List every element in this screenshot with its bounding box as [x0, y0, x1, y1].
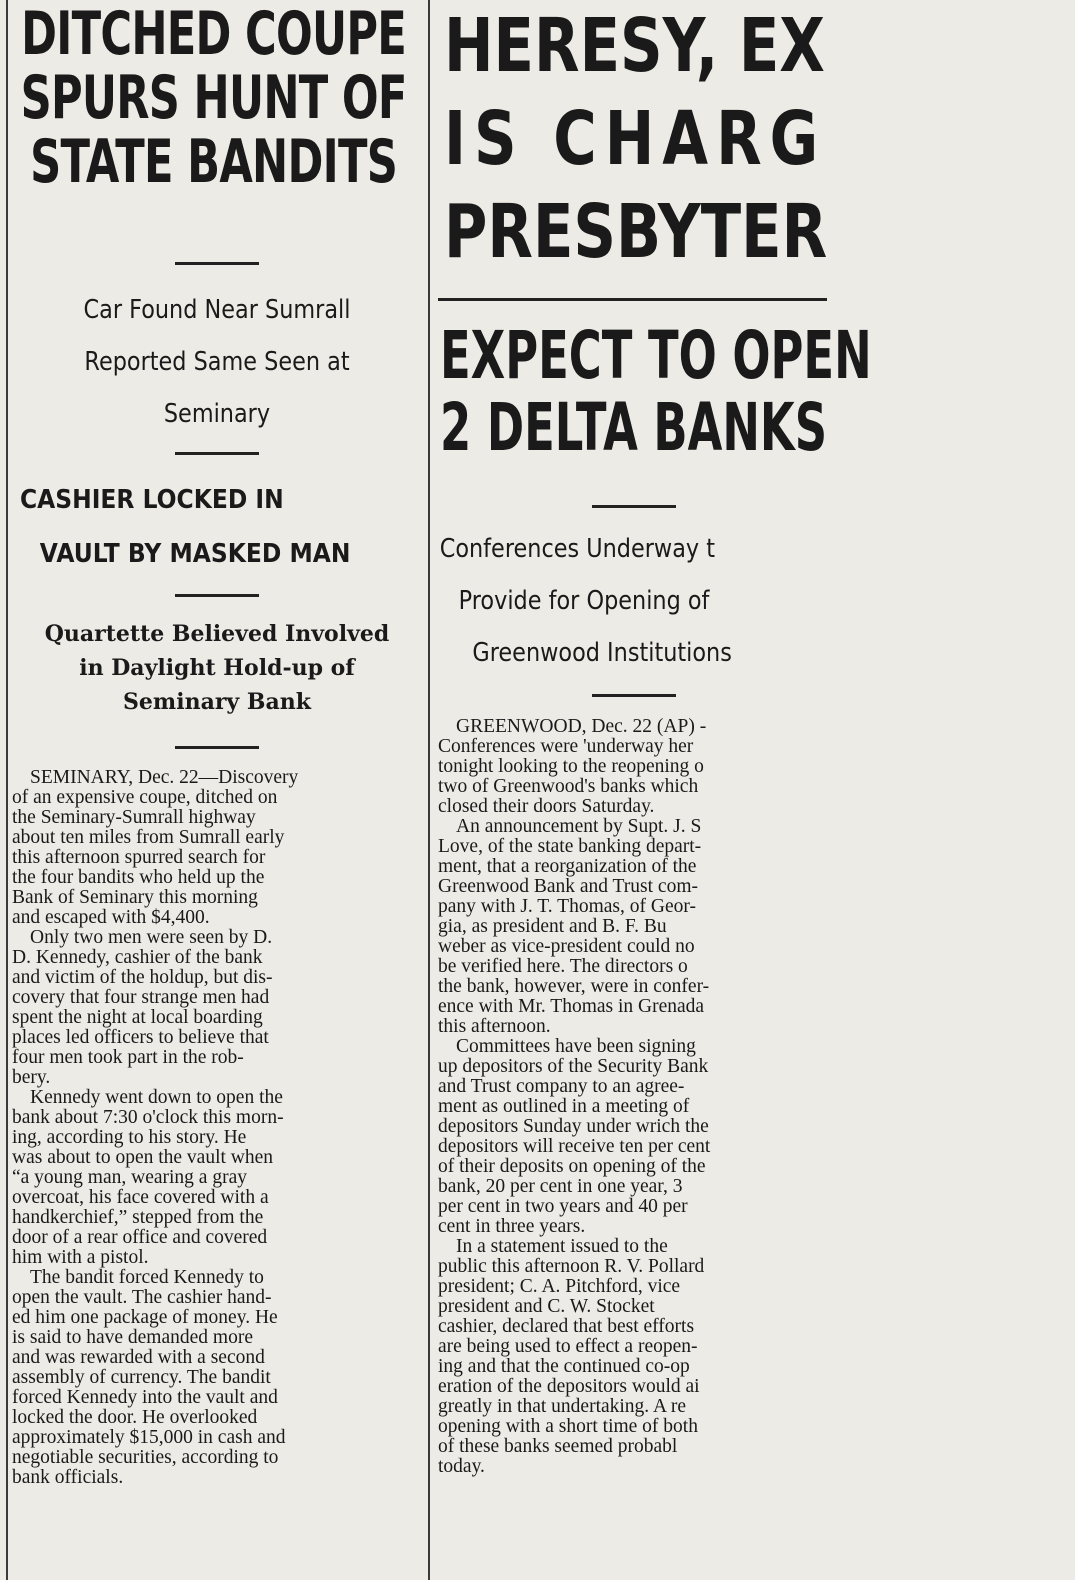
right-headline-2: [440, 317, 1075, 466]
text-line: assembly of currency. The bandit: [12, 1367, 271, 1388]
text-line: bank about 7:30 o'clock this morn-: [12, 1107, 284, 1128]
text-line: Committees have been signing: [456, 1036, 696, 1057]
text-line: handkerchief,” stepped from the: [12, 1207, 264, 1228]
text-line: Only two men were seen by D.: [30, 927, 273, 948]
divider-rule: [175, 746, 259, 749]
left-headline: [12, 0, 422, 197]
text-line: of an expensive coupe, ditched on: [12, 787, 278, 808]
text-line: overcoat, his face covered with a: [12, 1187, 269, 1208]
paragraph: [12, 1088, 420, 1268]
text-line: the four bandits who held up the: [12, 867, 265, 888]
full-width-rule: [438, 298, 827, 301]
text-line: cashier, declared that best efforts: [438, 1316, 695, 1337]
paragraph: [438, 717, 838, 817]
text-line: eration of the depositors would ai: [438, 1376, 700, 1397]
text-line: bank officials.: [12, 1467, 124, 1488]
right-article-body: [438, 717, 838, 1477]
divider-rule: [592, 694, 676, 697]
text-line: of these banks seemed probabl: [438, 1436, 678, 1457]
text-line: An announcement by Supt. J. S: [456, 816, 702, 837]
text-line: ence with Mr. Thomas in Grenada: [438, 996, 705, 1017]
left-deck-1-line-1: Car Found Near Sumrall: [83, 295, 351, 325]
text-line: ed him one package of money. He: [12, 1307, 278, 1328]
paragraph: [12, 928, 420, 1088]
right-top-headline-line-1: HERESY, EX: [444, 3, 825, 89]
text-line: pany with J. T. Thomas, of Geor-: [438, 896, 696, 917]
text-line: spent the night at local boarding: [12, 1007, 263, 1028]
divider-rule: [592, 505, 676, 508]
text-line: president and C. W. Stocket: [438, 1296, 655, 1317]
text-line: about ten miles from Sumrall early: [12, 827, 285, 848]
text-line: of their deposits on opening of the: [438, 1156, 706, 1177]
right-headline-2-line-2: 2 DELTA BANKS: [440, 389, 828, 466]
text-line: and Trust company to an agree-: [438, 1076, 685, 1097]
text-line: gia, as president and B. F. Bu: [438, 916, 667, 937]
right-deck-1: [438, 523, 827, 679]
divider-rule: [175, 262, 259, 265]
text-line: Love, of the state banking depart-: [438, 836, 702, 857]
text-line: closed their doors Saturday.: [438, 796, 655, 817]
right-deck-1-line-1: Conferences Underway t: [439, 534, 716, 564]
paragraph: [12, 768, 420, 928]
paragraph: [438, 1037, 838, 1237]
text-line: the bank, however, were in confer-: [438, 976, 710, 997]
right-headline-2-line-1: EXPECT TO OPEN: [440, 317, 872, 394]
left-deck-2: [20, 473, 422, 581]
left-headline-line-3: STATE BANDITS: [30, 127, 398, 197]
right-deck-1-line-3: Greenwood Institutions: [472, 638, 732, 668]
text-line: and escaped with $4,400.: [12, 907, 210, 928]
text-line: greatly in that undertaking. A re: [438, 1396, 687, 1417]
text-line: weber as vice-president could no: [438, 936, 695, 957]
right-deck-1-line-2: Provide for Opening of: [458, 586, 710, 616]
text-line: was about to open the vault when: [12, 1147, 274, 1168]
text-line: GREENWOOD, Dec. 22 (AP) -: [456, 716, 707, 737]
paragraph: [438, 817, 838, 1037]
text-line: depositors Sunday under wrich the: [438, 1116, 709, 1137]
left-headline-line-1: DITCHED COUPE: [21, 0, 407, 69]
text-line: be verified here. The directors o: [438, 956, 688, 977]
text-line: Greenwood Bank and Trust com-: [438, 876, 698, 897]
text-line: Conferences were 'underway her: [438, 736, 694, 757]
divider-rule: [175, 452, 259, 455]
text-line: and was rewarded with a second: [12, 1347, 265, 1368]
left-article-body: [12, 768, 420, 1488]
left-deck-3-line-2: in Daylight Hold-up of: [79, 655, 355, 681]
text-line: cent in three years.: [438, 1216, 586, 1237]
text-line: this afternoon spurred search for: [12, 847, 266, 868]
right-top-headline: [444, 0, 923, 279]
text-line: The bandit forced Kennedy to: [30, 1267, 264, 1288]
text-line: negotiable securities, according to: [12, 1447, 279, 1468]
text-line: covery that four strange men had: [12, 987, 270, 1008]
text-line: is said to have demanded more: [12, 1327, 253, 1348]
text-line: forced Kennedy into the vault and: [12, 1387, 278, 1408]
text-line: the Seminary-Sumrall highway: [12, 807, 256, 828]
left-deck-3-line-3: Seminary Bank: [123, 689, 311, 715]
text-line: him with a pistol.: [12, 1247, 149, 1268]
text-line: bank, 20 per cent in one year, 3: [438, 1176, 683, 1197]
text-line: per cent in two years and 40 per: [438, 1196, 688, 1217]
right-top-headline-line-3: PRESBYTER: [444, 189, 828, 275]
text-line: ing, according to his story. He: [12, 1127, 247, 1148]
column-rule-left: [6, 0, 8, 1580]
text-line: up depositors of the Security Bank: [438, 1056, 709, 1077]
text-line: locked the door. He overlooked: [12, 1407, 258, 1428]
text-line: “a young man, wearing a gray: [12, 1167, 247, 1188]
right-top-headline-line-2: IS CHARG: [444, 96, 827, 182]
left-deck-1: [12, 284, 422, 440]
text-line: ment as outlined in a meeting of: [438, 1096, 690, 1117]
text-line: approximately $15,000 in cash and: [12, 1427, 286, 1448]
left-deck-3-line-1: Quartette Believed Involved: [44, 621, 390, 647]
left-deck-1-line-3: Seminary: [163, 399, 271, 429]
text-line: SEMINARY, Dec. 22—Discovery: [30, 767, 299, 788]
text-line: tonight looking to the reopening o: [438, 756, 704, 777]
text-line: today.: [438, 1456, 485, 1477]
text-line: public this afternoon R. V. Pollard: [438, 1256, 705, 1277]
text-line: door of a rear office and covered: [12, 1227, 268, 1248]
paragraph: [438, 1237, 838, 1477]
left-deck-2-line-2: VAULT BY MASKED MAN: [39, 539, 351, 569]
paragraph: [12, 1268, 420, 1488]
left-deck-3: [12, 617, 422, 719]
text-line: two of Greenwood's banks which: [438, 776, 699, 797]
left-deck-2-line-1: CASHIER LOCKED IN: [20, 485, 284, 515]
text-line: In a statement issued to the: [456, 1236, 668, 1257]
text-line: places led officers to believe that: [12, 1027, 269, 1048]
text-line: four men took part in the rob-: [12, 1047, 244, 1068]
text-line: ing and that the continued co-op: [438, 1356, 690, 1377]
text-line: this afternoon.: [438, 1016, 551, 1037]
text-line: D. Kennedy, cashier of the bank: [12, 947, 263, 968]
left-headline-line-2: SPURS HUNT OF: [20, 63, 407, 133]
left-deck-1-line-2: Reported Same Seen at: [84, 347, 350, 377]
column-rule-center: [428, 0, 430, 1580]
text-line: Kennedy went down to open the: [30, 1087, 283, 1108]
right-column-articles: [438, 0, 872, 1580]
text-line: bery.: [12, 1067, 51, 1088]
text-line: open the vault. The cashier hand-: [12, 1287, 272, 1308]
text-line: president; C. A. Pitchford, vice: [438, 1276, 681, 1297]
text-line: and victim of the holdup, but dis-: [12, 967, 273, 988]
text-line: Bank of Seminary this morning: [12, 887, 258, 908]
text-line: depositors will receive ten per cent: [438, 1136, 711, 1157]
text-line: are being used to effect a reopen-: [438, 1336, 698, 1357]
text-line: opening with a short time of both: [438, 1416, 698, 1437]
divider-rule: [175, 594, 259, 597]
text-line: ment, that a reorganization of the: [438, 856, 697, 877]
